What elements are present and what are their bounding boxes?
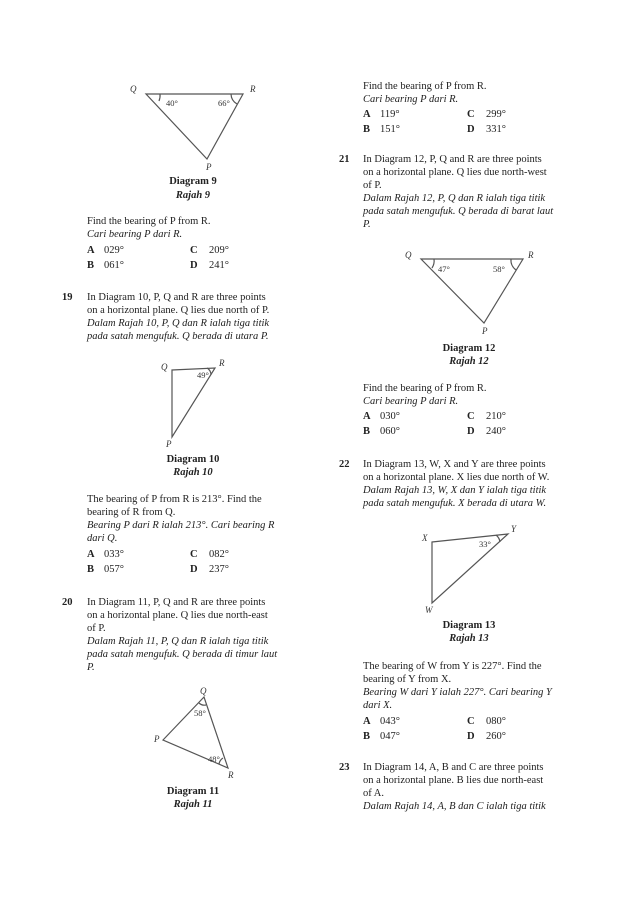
d10-question-line: bearing of R from Q. bbox=[87, 507, 176, 518]
q20-text-ms-line: Dalam Rajah 11, P, Q dan R ialah tiga titik bbox=[87, 636, 269, 647]
d10-option-value: 082° bbox=[209, 549, 229, 560]
d9-option-key: D bbox=[190, 260, 198, 271]
d11-label-p: P bbox=[154, 734, 160, 744]
q20-text-ms-line: P. bbox=[87, 662, 95, 673]
q20-text-line: on a horizontal plane. Q lies due north-east bbox=[87, 610, 268, 621]
d10-question-ms-line: Bearing P dari R ialah 213°. Cari bearing R bbox=[87, 520, 275, 531]
d13-label-w: W bbox=[425, 605, 433, 615]
d12-label-r: R bbox=[528, 250, 534, 260]
d13-question-line: bearing of Y from X. bbox=[363, 674, 452, 685]
d13-angle-y: 33° bbox=[479, 539, 491, 549]
d11-caption-ms: Rajah 11 bbox=[173, 799, 213, 810]
d10-option-key: B bbox=[87, 564, 95, 575]
q21-text-ms-line: P. bbox=[363, 219, 371, 230]
d13-option-value: 047° bbox=[380, 731, 400, 742]
q19-text-line: In Diagram 10, P, Q and R are three points bbox=[87, 292, 266, 303]
q20-text-line: of P. bbox=[87, 623, 106, 634]
d13-question-line: The bearing of W from Y is 227°. Find the bbox=[363, 661, 542, 672]
d12-option-key: A bbox=[363, 411, 371, 422]
d10-option-value: 237° bbox=[209, 564, 229, 575]
d12-option-value: 030° bbox=[380, 411, 400, 422]
q22-text-line: In Diagram 13, W, X and Y are three points bbox=[363, 459, 546, 470]
d13-label-x: X bbox=[422, 533, 428, 543]
d13-caption-ms: Rajah 13 bbox=[449, 633, 489, 644]
d12-question-ms: Cari bearing P dari R. bbox=[363, 396, 459, 407]
d13-option-value: 080° bbox=[486, 716, 506, 727]
top-right-option-key: B bbox=[363, 124, 371, 135]
d12-angle-r: 58° bbox=[493, 264, 505, 274]
q19-text-line: on a horizontal plane. Q lies due north of P. bbox=[87, 305, 270, 316]
d13-option-value: 043° bbox=[380, 716, 400, 727]
q20-text-line: In Diagram 11, P, Q and R are three points bbox=[87, 597, 266, 608]
q19-text-ms-line: Dalam Rajah 10, P, Q dan R ialah tiga titik bbox=[87, 318, 270, 329]
question-number: 23 bbox=[339, 762, 350, 773]
q19-text-ms-line: pada satah mengufuk. Q berada di utara P. bbox=[87, 331, 269, 342]
d9-option-value: 209° bbox=[209, 245, 229, 256]
top-right-question-ms: Cari bearing P dari R. bbox=[363, 94, 459, 105]
d11-label-r: R bbox=[228, 770, 234, 780]
top-right-option-value: 331° bbox=[486, 124, 506, 135]
d9-angle-q: 40° bbox=[166, 98, 178, 108]
d12-label-q: Q bbox=[405, 250, 412, 260]
d9-option-key: B bbox=[87, 260, 95, 271]
top-right-option-key: C bbox=[467, 109, 475, 120]
q22-text-ms-line: pada satah mengufuk. X berada di utara W. bbox=[363, 498, 547, 509]
d10-option-value: 033° bbox=[104, 549, 124, 560]
d12-option-key: B bbox=[363, 426, 371, 437]
d10-option-key: D bbox=[190, 564, 198, 575]
d11-angle-r: 48° bbox=[208, 754, 220, 764]
diagram-13-figure bbox=[432, 534, 508, 603]
d10-question-line: The bearing of P from R is 213°. Find the bbox=[87, 494, 262, 505]
d10-angle-r: 49° bbox=[197, 370, 209, 380]
q22-text-ms-line: Dalam Rajah 13, W, X dan Y ialah tiga titik bbox=[363, 485, 547, 496]
d9-option-value: 241° bbox=[209, 260, 229, 271]
d10-label-q: Q bbox=[161, 362, 168, 372]
d9-option-key: A bbox=[87, 245, 95, 256]
d12-option-value: 240° bbox=[486, 426, 506, 437]
d12-caption-ms: Rajah 12 bbox=[449, 356, 489, 367]
d12-option-value: 060° bbox=[380, 426, 400, 437]
q23-text-line: of A. bbox=[363, 788, 384, 799]
d11-caption: Diagram 11 bbox=[166, 786, 220, 797]
top-right-option-value: 119° bbox=[380, 109, 400, 120]
d9-label-r: R bbox=[250, 84, 256, 94]
d10-caption-ms: Rajah 10 bbox=[173, 467, 213, 478]
d9-label-q: Q bbox=[130, 84, 137, 94]
d10-option-value: 057° bbox=[104, 564, 124, 575]
question-number: 19 bbox=[62, 292, 73, 303]
q21-text-ms-line: pada satah mengufuk. Q berada di barat laut bbox=[363, 206, 554, 217]
d13-option-value: 260° bbox=[486, 731, 506, 742]
d10-option-key: A bbox=[87, 549, 95, 560]
question-number: 22 bbox=[339, 459, 350, 470]
q23-text-line: In Diagram 14, A, B and C are three points bbox=[363, 762, 544, 773]
d10-question-ms-line: dari Q. bbox=[87, 533, 118, 544]
q21-text-ms-line: Dalam Rajah 12, P, Q dan R ialah tiga titik bbox=[363, 193, 546, 204]
q23-text-ms-line: Dalam Rajah 14, A, B dan C ialah tiga titik bbox=[363, 801, 546, 812]
question-number: 21 bbox=[339, 154, 350, 165]
d13-label-y: Y bbox=[511, 524, 517, 534]
d9-option-value: 061° bbox=[104, 260, 124, 271]
d13-question-ms-line: dari X. bbox=[363, 700, 393, 711]
top-right-option-key: A bbox=[363, 109, 371, 120]
top-right-question: Find the bearing of P from R. bbox=[363, 81, 487, 92]
d9-caption: Diagram 9 bbox=[169, 176, 217, 187]
d13-option-key: A bbox=[363, 716, 371, 727]
d13-option-key: C bbox=[467, 716, 475, 727]
diagram-12-figure bbox=[421, 259, 523, 323]
q21-text-line: on a horizontal plane. Q lies due north-west bbox=[363, 167, 547, 178]
d13-option-key: D bbox=[467, 731, 475, 742]
q21-text-line: of P. bbox=[363, 180, 382, 191]
q23-text-line: on a horizontal plane. B lies due north-east bbox=[363, 775, 544, 786]
d11-label-q: Q bbox=[200, 686, 207, 696]
d13-option-key: B bbox=[363, 731, 371, 742]
d12-option-key: C bbox=[467, 411, 475, 422]
d10-label-r: R bbox=[219, 358, 225, 368]
q20-text-ms-line: pada satah mengufuk. Q berada di timur laut bbox=[87, 649, 278, 660]
q22-text-line: on a horizontal plane. X lies due north of W. bbox=[363, 472, 550, 483]
d12-label-p: P bbox=[482, 326, 488, 336]
d10-option-key: C bbox=[190, 549, 198, 560]
d9-angle-r: 66° bbox=[218, 98, 230, 108]
d12-caption: Diagram 12 bbox=[442, 343, 496, 354]
d9-caption-ms: Rajah 9 bbox=[175, 190, 211, 201]
d12-question: Find the bearing of P from R. bbox=[363, 383, 487, 394]
top-right-option-value: 299° bbox=[486, 109, 506, 120]
d9-option-value: 029° bbox=[104, 245, 124, 256]
d12-option-value: 210° bbox=[486, 411, 506, 422]
d13-caption: Diagram 13 bbox=[442, 620, 496, 631]
top-right-option-key: D bbox=[467, 124, 475, 135]
d9-option-key: C bbox=[190, 245, 198, 256]
d13-question-ms-line: Bearing W dari Y ialah 227°. Cari bearing Y bbox=[363, 687, 552, 698]
d9-label-p: P bbox=[206, 162, 212, 172]
d12-angle-q: 47° bbox=[438, 264, 450, 274]
top-right-option-value: 151° bbox=[380, 124, 400, 135]
d10-label-p: P bbox=[166, 439, 172, 449]
question-number: 20 bbox=[62, 597, 73, 608]
d11-angle-q: 58° bbox=[194, 708, 206, 718]
d9-question: Find the bearing of P from R. bbox=[87, 216, 211, 227]
d10-caption: Diagram 10 bbox=[166, 454, 220, 465]
q21-text-line: In Diagram 12, P, Q and R are three points bbox=[363, 154, 542, 165]
d9-question-ms: Cari bearing P dari R. bbox=[87, 229, 183, 240]
d12-option-key: D bbox=[467, 426, 475, 437]
